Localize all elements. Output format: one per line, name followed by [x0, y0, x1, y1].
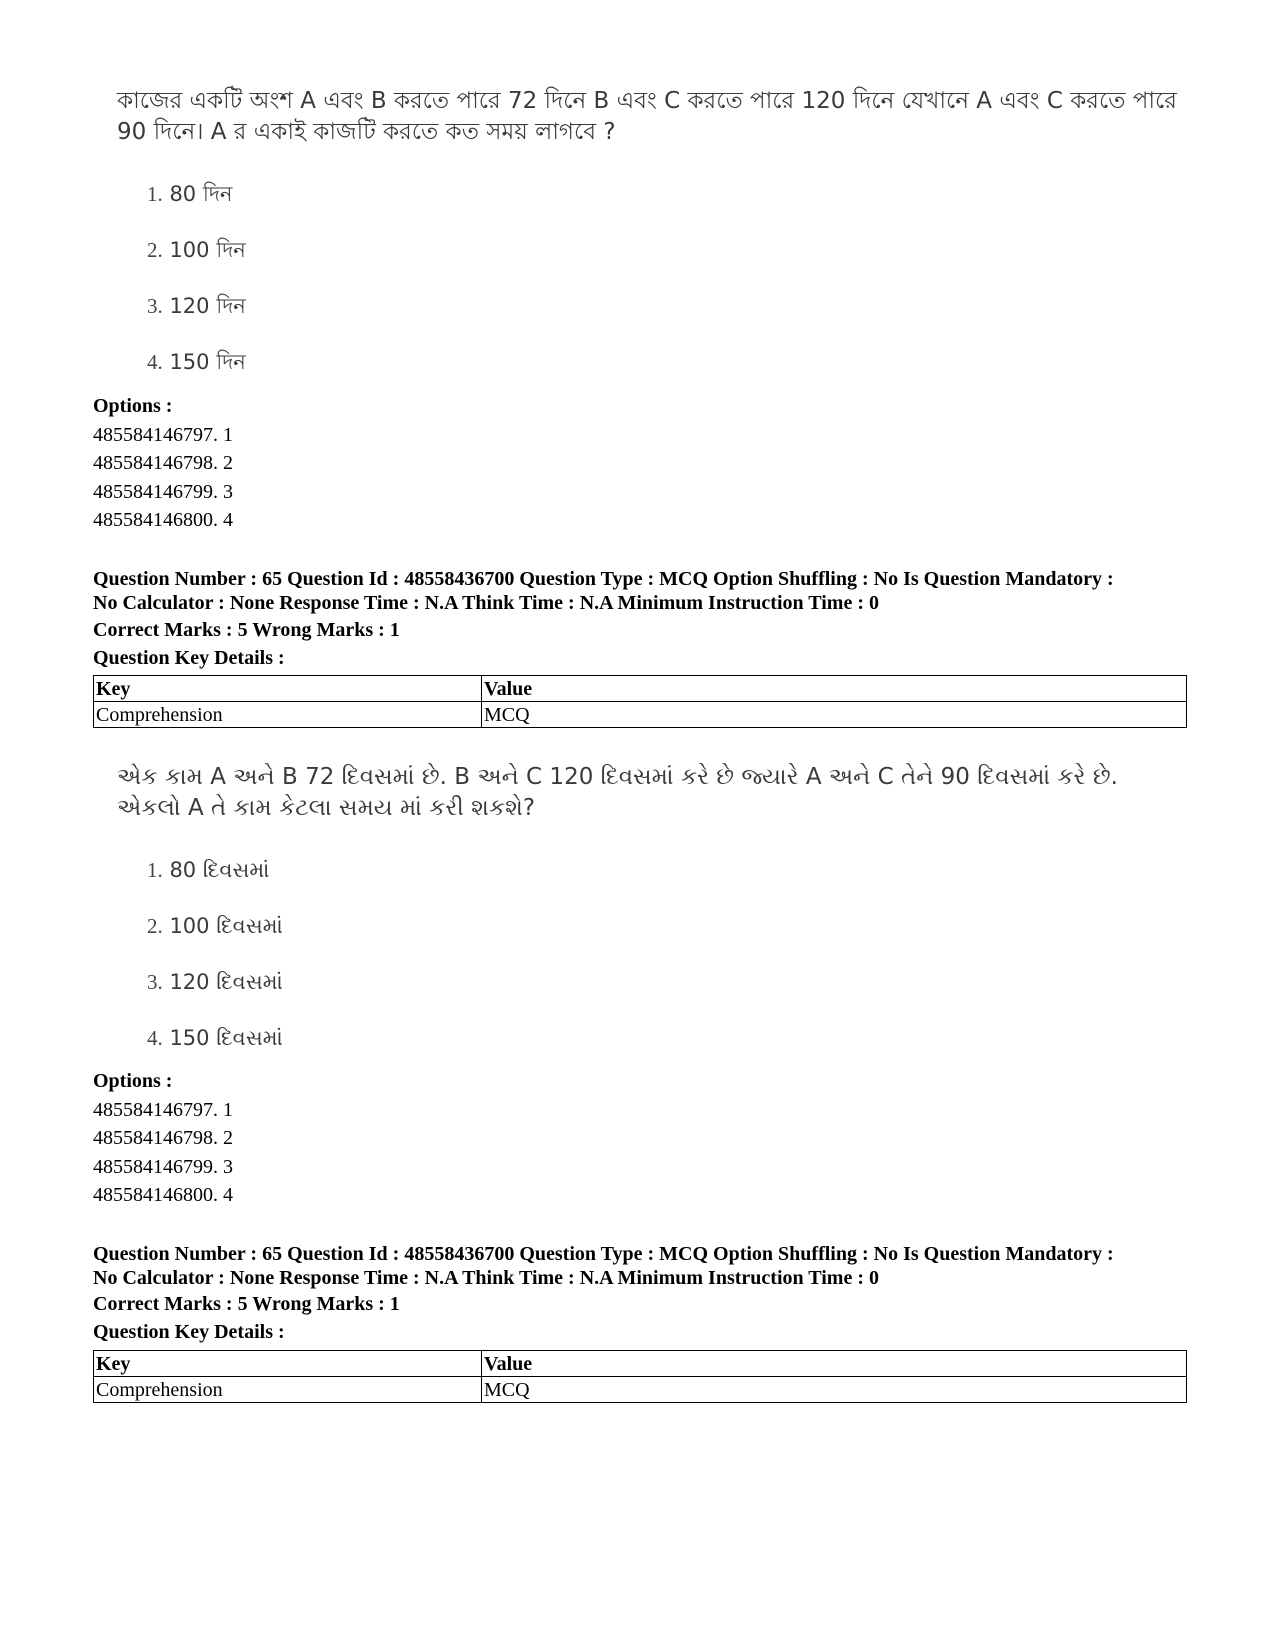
- choice-item: 1. 80 দিন: [147, 182, 233, 206]
- table-cell: MCQ: [482, 702, 1187, 728]
- marks-line: Correct Marks : 5 Wrong Marks : 1: [93, 1293, 400, 1315]
- key-details-heading: Question Key Details :: [93, 647, 285, 669]
- question-choices: [117, 166, 1177, 390]
- question-image-bengali: [117, 86, 1177, 390]
- options-list: [93, 1067, 233, 1210]
- option-row: 485584146800. 4: [93, 1184, 233, 1206]
- question-choices: [117, 842, 1177, 1066]
- meta-line: No Calculator : None Response Time : N.A Think Time : N.A Minimum Instruction Time : 0: [93, 1267, 879, 1289]
- question-text: એક કામ A અને B 72 દિવસમાં છે. B અને C 120 દિવસમાં કરે છે જ્યારે A અને C તેને 90 દિવસમાં કરે છે. એકલો A તે કામ કેટલા સમય માં કરી શકશે?: [117, 764, 1118, 821]
- table-header-row: [94, 676, 1187, 702]
- table-header-cell: Value: [482, 676, 1187, 702]
- question-meta: [93, 1242, 1183, 1290]
- table-cell: Comprehension: [94, 1377, 482, 1403]
- key-details-heading: Question Key Details :: [93, 1321, 285, 1343]
- option-row: 485584146799. 3: [93, 1155, 233, 1178]
- question-meta: [93, 567, 1183, 615]
- meta-line: Question Number : 65 Question Id : 48558436700 Question Type : MCQ Option Shuffling : No Is Question Mandatory :: [93, 568, 1114, 590]
- option-row: 485584146797. 1: [93, 1098, 233, 1121]
- choice-item: 4. 150 દિવસમાં: [147, 1026, 283, 1050]
- option-row: 485584146800. 4: [93, 509, 233, 531]
- key-details-table: [93, 1350, 1187, 1403]
- option-row: 485584146797. 1: [93, 423, 233, 446]
- choice-item: 2. 100 দিন: [147, 238, 246, 262]
- table-row: [94, 702, 1187, 728]
- meta-line: No Calculator : None Response Time : N.A Think Time : N.A Minimum Instruction Time : 0: [93, 592, 879, 614]
- meta-line: Question Number : 65 Question Id : 48558436700 Question Type : MCQ Option Shuffling : No Is Question Mandatory :: [93, 1243, 1114, 1265]
- table-header-row: [94, 1351, 1187, 1377]
- choice-item: 4. 150 দিন: [147, 350, 246, 374]
- question-text: কাজের একটি অংশ A এবং B করতে পারে 72 দিনে B এবং C করতে পারে 120 দিনে যেখানে A এবং C করতে পারে 90 দিনে। A র একাই কাজটি করতে কত সময় লাগবে ?: [117, 88, 1177, 145]
- marks-line: Correct Marks : 5 Wrong Marks : 1: [93, 619, 400, 641]
- table-header-cell: Value: [482, 1351, 1187, 1377]
- choice-item: 3. 120 দিন: [147, 294, 246, 318]
- choice-item: 2. 100 દિવસમાં: [147, 914, 283, 938]
- choice-item: 1. 80 દિવસમાં: [147, 858, 270, 882]
- options-heading: Options :: [93, 395, 173, 417]
- options-list: [93, 392, 233, 535]
- table-cell: MCQ: [482, 1377, 1187, 1403]
- table-header-cell: Key: [94, 676, 482, 702]
- option-row: 485584146798. 2: [93, 1127, 233, 1149]
- table-header-cell: Key: [94, 1351, 482, 1377]
- question-image-gujarati: [117, 762, 1177, 1066]
- choice-item: 3. 120 દિવસમાં: [147, 970, 283, 994]
- option-row: 485584146799. 3: [93, 480, 233, 503]
- table-cell: Comprehension: [94, 702, 482, 728]
- key-details-table: [93, 675, 1187, 728]
- options-heading: Options :: [93, 1070, 173, 1092]
- option-row: 485584146798. 2: [93, 452, 233, 474]
- table-row: [94, 1377, 1187, 1403]
